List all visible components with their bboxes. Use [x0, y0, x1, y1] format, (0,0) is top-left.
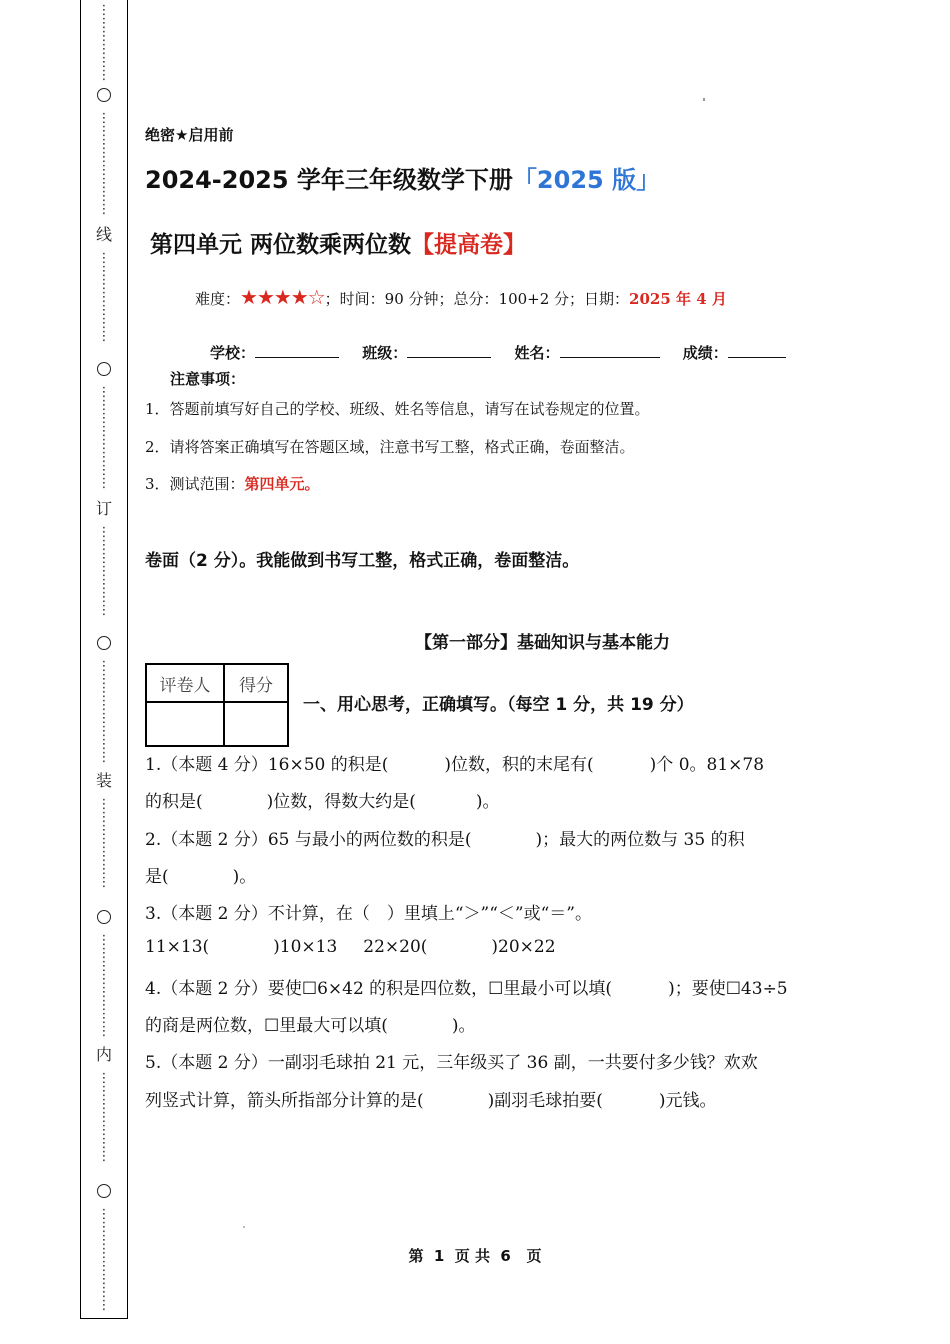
question-5-line1: 5.（本题 2 分）一副羽毛球拍 21 元，三年级买了 36 副，一共要付多少钱？欢欢: [145, 1053, 758, 1073]
q1-text: )位数，积的末尾有(: [444, 755, 594, 775]
page-footer: 第 1 页 共 6 页: [408, 1247, 542, 1265]
note-item: [145, 473, 320, 494]
reviewer-header: 评卷人: [146, 664, 224, 702]
q1-text: 的积是(: [145, 792, 203, 812]
notes-title: 注意事项：: [170, 370, 246, 388]
q1-text: )个 0。81×78: [649, 755, 765, 775]
q4-text: 的商是两位数，☐里最大可以填(: [145, 1016, 388, 1036]
exam-title-main: 2024-2025 学年三年级数学下册: [145, 166, 513, 194]
q2-text: 是(: [145, 867, 169, 887]
school-field[interactable]: [255, 343, 339, 358]
q2-text: 2.（本题 2 分）65 与最小的两位数的积是(: [145, 830, 472, 850]
q2-text: )。: [232, 867, 257, 887]
name-label: 姓名：: [514, 344, 560, 362]
question-2-line2: [145, 862, 807, 887]
q3-text: )20×22: [491, 937, 556, 957]
question-3-line1: 3.（本题 2 分）不计算，在（ ）里填上“＞”“＜”或“＝”。: [145, 904, 592, 924]
q4-text: 4.（本题 2 分）要使☐6×42 的积是四位数，☐里最小可以填(: [145, 979, 613, 999]
note-scope-label: 3．测试范围：: [145, 475, 245, 493]
scan-speck: [703, 98, 705, 101]
student-info-row: [210, 342, 810, 363]
score-table: [145, 663, 289, 747]
binding-margin: [80, 0, 128, 1319]
score-field[interactable]: [728, 343, 786, 358]
question-1-line1: [145, 750, 807, 775]
class-label: 班级：: [362, 344, 408, 362]
unit-title: 第四单元 两位数乘两位数: [150, 232, 412, 258]
dotted-line: ⋮ ⋮ ⋮ ⋮ ⋮ ⋮ ⋮ ⋮: [97, 659, 111, 765]
part1-title: 【第一部分】基础知识与基本能力: [415, 633, 670, 653]
school-label: 学校：: [210, 344, 256, 362]
question-4-line1: [145, 974, 807, 999]
q1-text: )位数，得数大约是(: [266, 792, 416, 812]
binding-label-inner: 内: [95, 1045, 112, 1064]
exam-meta: [195, 285, 727, 309]
score-cell[interactable]: [224, 702, 288, 746]
exam-date: 2025 年 4 月: [629, 290, 727, 308]
stars-empty: ☆: [307, 285, 325, 309]
difficulty-label: 难度：: [195, 290, 241, 308]
q2-text: )；最大的两位数与 35 的积: [535, 830, 745, 850]
binding-hole-icon: [97, 910, 111, 924]
q1-text: 1.（本题 4 分）16×50 的积是(: [145, 755, 389, 775]
scan-speck: [243, 1226, 245, 1228]
name-field[interactable]: [560, 343, 660, 358]
exam-edition: 「2025 版」: [512, 166, 661, 194]
q4-text: )；要使☐43÷5: [668, 979, 788, 999]
exam-time-score: ；时间：90 分钟；总分：100+2 分；日期：: [324, 290, 630, 308]
dotted-line: ⋮ ⋮ ⋮ ⋮ ⋮ ⋮ ⋮ ⋮: [97, 111, 111, 217]
difficulty-tag: 【提高卷】: [411, 232, 527, 258]
score-header: 得分: [224, 664, 288, 702]
question-2-line1: [145, 825, 807, 850]
note-scope: 第四单元。: [244, 475, 320, 493]
note-item: 2．请将答案正确填写在答题区域，注意书写工整，格式正确，卷面整洁。: [145, 438, 635, 456]
dotted-line: ⋮ ⋮ ⋮ ⋮ ⋮ ⋮ ⋮: [97, 251, 111, 344]
question-3-line2: [145, 937, 807, 957]
q3-text: )10×13: [273, 937, 338, 957]
q5-text: )元钱。: [658, 1091, 717, 1111]
question-1-line2: [145, 787, 807, 812]
dotted-line: ⋮ ⋮ ⋮ ⋮ ⋮ ⋮ ⋮ ⋮: [97, 933, 111, 1039]
q3-text: 11×13(: [145, 937, 210, 957]
class-field[interactable]: [407, 343, 491, 358]
binding-hole-icon: [97, 362, 111, 376]
q3-text: 22×20(: [363, 937, 428, 957]
q4-text: )。: [451, 1016, 476, 1036]
reviewer-cell[interactable]: [146, 702, 224, 746]
binding-label-bind: 装: [95, 771, 112, 790]
exam-title: [145, 160, 660, 195]
binding-hole-icon: [97, 88, 111, 102]
star-rating-icon: [240, 285, 325, 309]
question-5-line2: [145, 1086, 807, 1111]
binding-hole-icon: [97, 1184, 111, 1198]
dotted-line: ⋮ ⋮ ⋮ ⋮ ⋮ ⋮ ⋮ ⋮: [97, 385, 111, 491]
section1-title: 一、用心思考，正确填写。（每空 1 分，共 19 分）: [303, 695, 694, 715]
dotted-line: ⋮ ⋮ ⋮ ⋮ ⋮ ⋮: [97, 3, 111, 83]
q1-text: )。: [475, 792, 500, 812]
q5-text: )副羽毛球拍要(: [487, 1091, 603, 1111]
dotted-line: ⋮ ⋮ ⋮ ⋮ ⋮ ⋮ ⋮ ⋮: [97, 1207, 111, 1313]
neatness-statement: 卷面（2 分）。我能做到书写工整，格式正确，卷面整洁。: [145, 551, 580, 571]
q5-text: 列竖式计算，箭头所指部分计算的是(: [145, 1091, 424, 1111]
binding-label-order: 订: [95, 499, 112, 518]
binding-label-line: 线: [95, 225, 112, 244]
score-label: 成绩：: [682, 344, 728, 362]
note-item: 1．答题前填写好自己的学校、班级、姓名等信息，请写在试卷规定的位置。: [145, 400, 650, 418]
dotted-line: ⋮ ⋮ ⋮ ⋮ ⋮ ⋮ ⋮: [97, 525, 111, 618]
question-4-line2: [145, 1011, 807, 1036]
dotted-line: ⋮ ⋮ ⋮ ⋮ ⋮ ⋮ ⋮: [97, 1071, 111, 1164]
stars-filled: ★★★★: [240, 285, 308, 309]
confidential-mark: 绝密★启用前: [145, 126, 234, 144]
dotted-line: ⋮ ⋮ ⋮ ⋮ ⋮ ⋮ ⋮: [97, 797, 111, 890]
exam-subtitle: [150, 226, 526, 259]
